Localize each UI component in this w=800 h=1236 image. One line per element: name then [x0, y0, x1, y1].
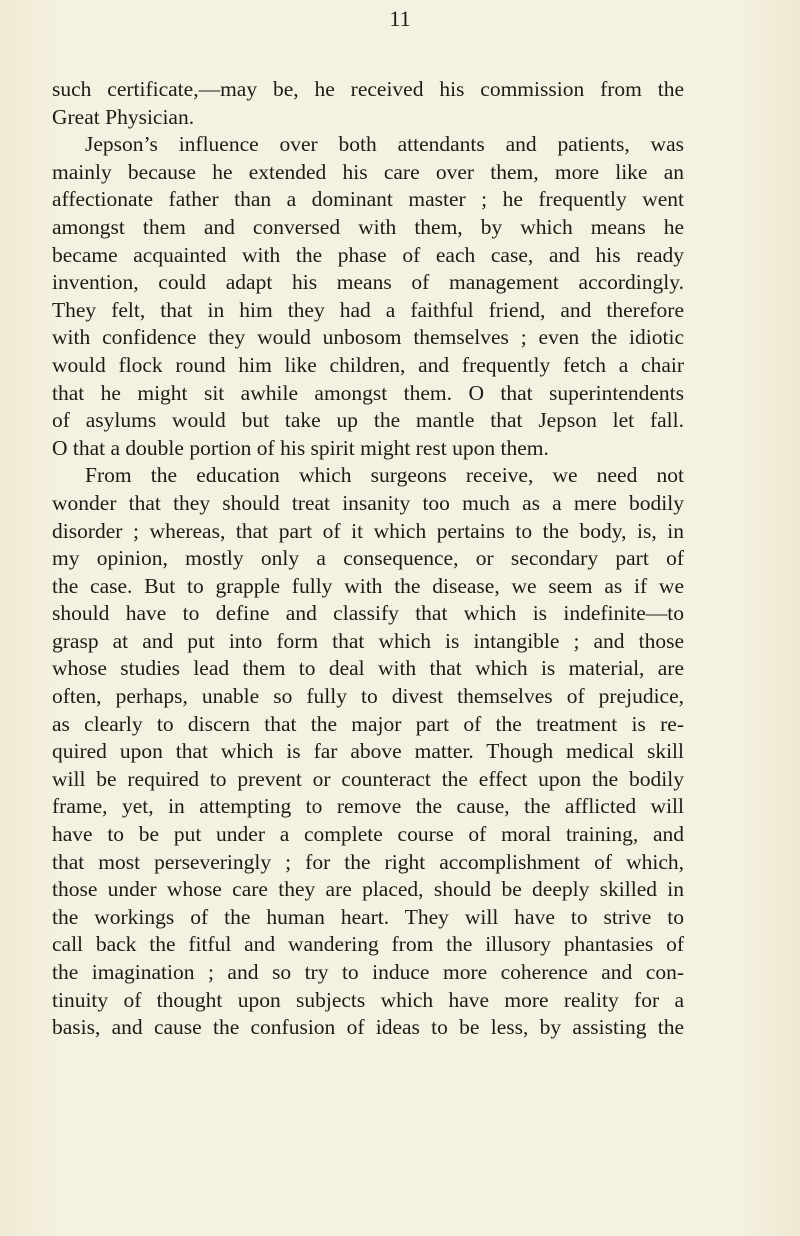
text-line: frame, yet, in attempting to remove the cause, the afflicted will: [52, 794, 684, 819]
text-line: those under whose care they are placed, should be deeply skilled in: [52, 877, 684, 902]
text-line: Jepson’s influence over both attendants and patients, was: [85, 132, 684, 157]
text-line: Great Physician.: [52, 104, 195, 129]
text-line: invention, could adapt his means of management accordingly.: [52, 270, 684, 295]
body-text: [52, 76, 684, 1042]
text-line: the imagination ; and so try to induce more coherence and con-: [52, 960, 684, 984]
text-line: that he might sit awhile amongst them. O that superintendents: [52, 380, 684, 405]
text-line: They felt, that in him they had a faithful friend, and therefore: [52, 297, 684, 322]
text-line: quired upon that which is far above matter. Though medical skill: [52, 739, 684, 764]
text-line: have to be put under a complete course of moral training, and: [52, 822, 684, 847]
text-line: mainly because he extended his care over them, more like an: [52, 159, 684, 184]
text-line: such certificate,—may be, he received his commission from the: [52, 77, 684, 101]
text-line: disorder ; whereas, that part of it which pertains to the body, is, in: [52, 518, 684, 543]
text-line: will be required to prevent or counteract the effect upon the bodily: [52, 766, 684, 791]
page-number: 11: [389, 6, 411, 31]
text-line: my opinion, mostly only a consequence, or secondary part of: [52, 546, 684, 571]
text-line: the workings of the human heart. They will have to strive to: [52, 904, 684, 929]
text-line: tinuity of thought upon subjects which have more reality for a: [52, 987, 684, 1012]
text-line: O that a double portion of his spirit might rest upon them.: [52, 435, 549, 460]
text-line: From the education which surgeons receive, we need not: [85, 463, 684, 488]
text-line: the case. But to grapple fully with the disease, we seem as if we: [52, 573, 684, 598]
text-line: would flock round him like children, and frequently fetch a chair: [52, 352, 684, 377]
text-line: as clearly to discern that the major part of the treatment is re-: [52, 711, 684, 736]
text-line: should have to define and classify that which is indefinite—to: [52, 601, 684, 626]
text-line: often, perhaps, unable so fully to divest themselves of prejudice,: [52, 684, 684, 709]
text-line: basis, and cause the confusion of ideas to be less, by assisting the: [52, 1015, 684, 1040]
text-line: that most perseveringly ; for the right accomplishment of which,: [52, 849, 684, 874]
text-line: amongst them and conversed with them, by which means he: [52, 214, 684, 239]
text-line: became acquainted with the phase of each case, and his ready: [52, 242, 684, 267]
text-line: of asylums would but take up the mantle that Jepson let fall.: [52, 408, 684, 433]
text-line: whose studies lead them to deal with that which is material, are: [52, 656, 684, 681]
text-line: affectionate father than a dominant master ; he frequently went: [52, 187, 684, 212]
text-line: wonder that they should treat insanity too much as a mere bodily: [52, 490, 684, 515]
text-line: call back the fitful and wandering from the illusory phantasies of: [52, 932, 684, 957]
text-line: with confidence they would unbosom themselves ; even the idiotic: [52, 325, 684, 350]
text-line: grasp at and put into form that which is intangible ; and those: [52, 628, 684, 653]
